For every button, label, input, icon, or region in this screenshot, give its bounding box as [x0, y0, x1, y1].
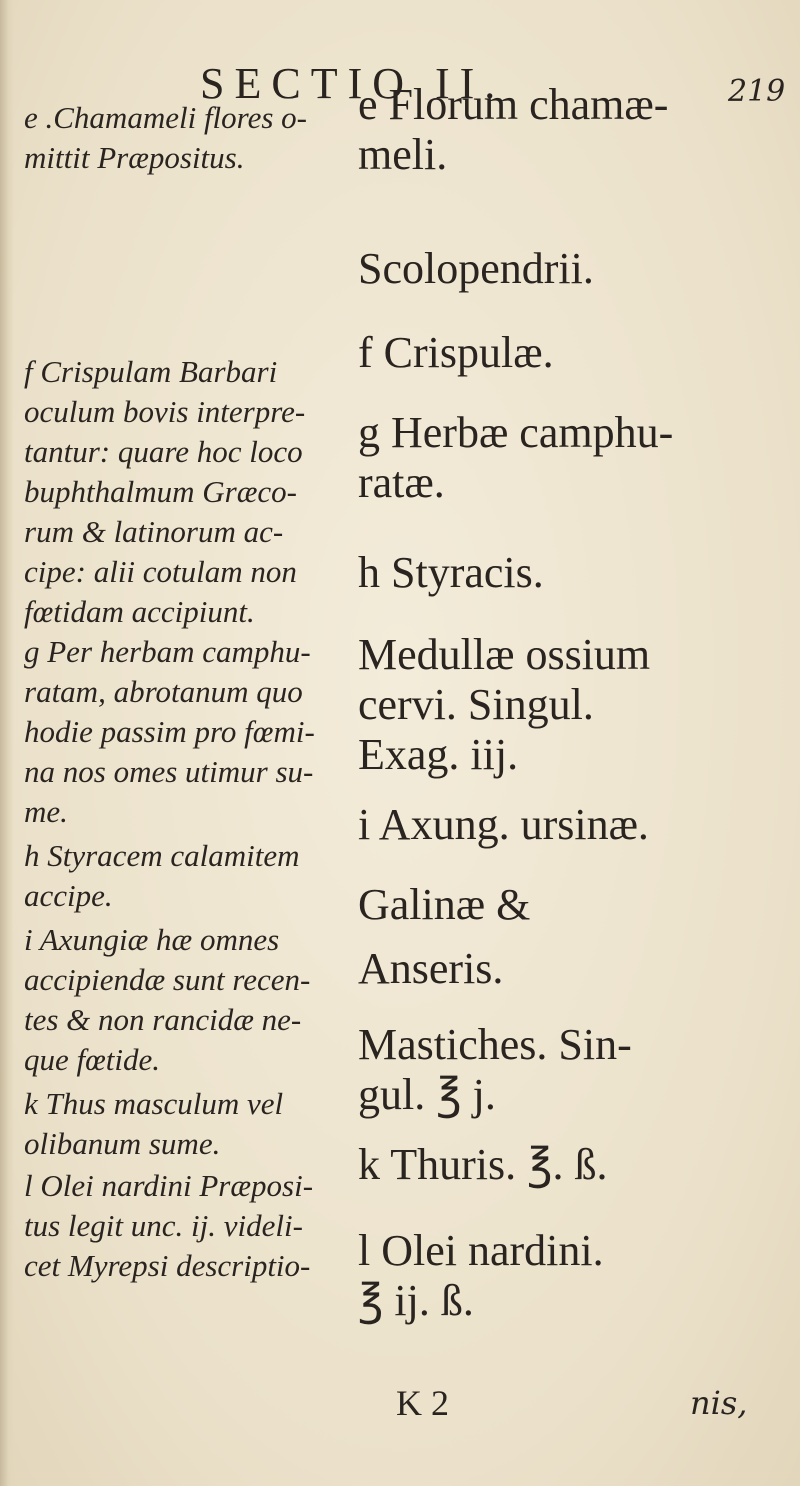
text-line: Galinæ & [358, 880, 531, 929]
text-line: f Crispulæ. [358, 328, 554, 377]
note-line: rum & latinorum ac- [24, 514, 284, 549]
text-entry [358, 548, 544, 598]
note-line: e .Chamameli flores o- [24, 100, 307, 135]
note-line: olibanum sume. [24, 1126, 221, 1161]
note-line: accipe. [24, 878, 113, 913]
text-line: meli. [358, 130, 448, 179]
text-line: ℥ ij. ß. [358, 1276, 474, 1325]
running-title: SECTIO II. [200, 59, 506, 108]
catchword: nis, [690, 1384, 748, 1422]
show-through-text [24, 182, 31, 214]
note-line: hodie passim pro fœmi- [24, 714, 315, 749]
text-line: Exag. iij. [358, 730, 519, 779]
text-line: Scolopendrii. [358, 244, 594, 293]
text-entry [358, 880, 530, 930]
text-entry [358, 328, 554, 378]
note-line: f Crispulam Barbari [24, 354, 278, 389]
note-l [24, 1166, 313, 1286]
text-entry [358, 1020, 632, 1120]
note-line: ratam, abrotanum quo [24, 674, 303, 709]
text-entry [358, 408, 673, 508]
text-line: h Styracis. [358, 548, 544, 597]
text-entry [358, 630, 650, 780]
text-line: Anseris. [358, 944, 504, 993]
note-line: na nos omes utimur su- [24, 754, 314, 789]
note-line: accipiendæ sunt recen- [24, 962, 311, 997]
note-line: fœtidam accipiunt. [24, 594, 255, 629]
text-line: k Thuris. ℥. ß. [358, 1140, 608, 1189]
note-line: tes & non rancidæ ne- [24, 1002, 302, 1037]
text-entry [358, 244, 594, 294]
text-line: cervi. Singul. [358, 680, 594, 729]
note-line: g Per herbam camphu- [24, 634, 311, 669]
text-entry [358, 944, 503, 994]
note-line: me. [24, 794, 68, 829]
note-line: cet Myrepsi descriptio- [24, 1248, 311, 1283]
note-line: tantur: quare hoc loco [24, 434, 303, 469]
text-line: ratæ. [358, 458, 445, 507]
text-line: Medullæ ossium [358, 630, 651, 679]
text-line: g Herbæ camphu- [358, 408, 674, 457]
note-f [24, 352, 305, 632]
text-entry [358, 800, 649, 850]
text-line: l Olei nardini. [358, 1226, 604, 1275]
note-h [24, 836, 299, 916]
text-entry [358, 80, 668, 180]
note-line: mittit Præpositus. [24, 140, 245, 175]
note-line: oculum bovis interpre- [24, 394, 306, 429]
note-line: cipe: alii cotulam non [24, 554, 297, 589]
signature-mark: K 2 [396, 1383, 449, 1423]
text-line: i Axung. ursinæ. [358, 800, 649, 849]
note-line: i Axungiæ hæ omnes [24, 922, 280, 957]
note-line: l Olei nardini Præposi- [24, 1168, 314, 1203]
note-line: h Styracem calamitem [24, 838, 300, 873]
note-line: tus legit unc. ij. videli- [24, 1208, 303, 1243]
note-k [24, 1084, 283, 1164]
text-entry [358, 1226, 604, 1326]
page-gutter [0, 0, 14, 1486]
note-line: buphthalmum Græco- [24, 474, 297, 509]
note-i [24, 920, 310, 1080]
text-line: e Florum chamæ- [358, 80, 669, 129]
text-line: gul. ℥ j. [358, 1070, 496, 1119]
note-line: que fœtide. [24, 1042, 161, 1077]
note-line: k Thus masculum vel [24, 1086, 284, 1121]
note-e [24, 98, 307, 178]
text-entry [358, 1140, 608, 1190]
page-number: 219 [728, 74, 786, 109]
text-line: Mastiches. Sin- [358, 1020, 632, 1069]
note-g [24, 632, 315, 832]
